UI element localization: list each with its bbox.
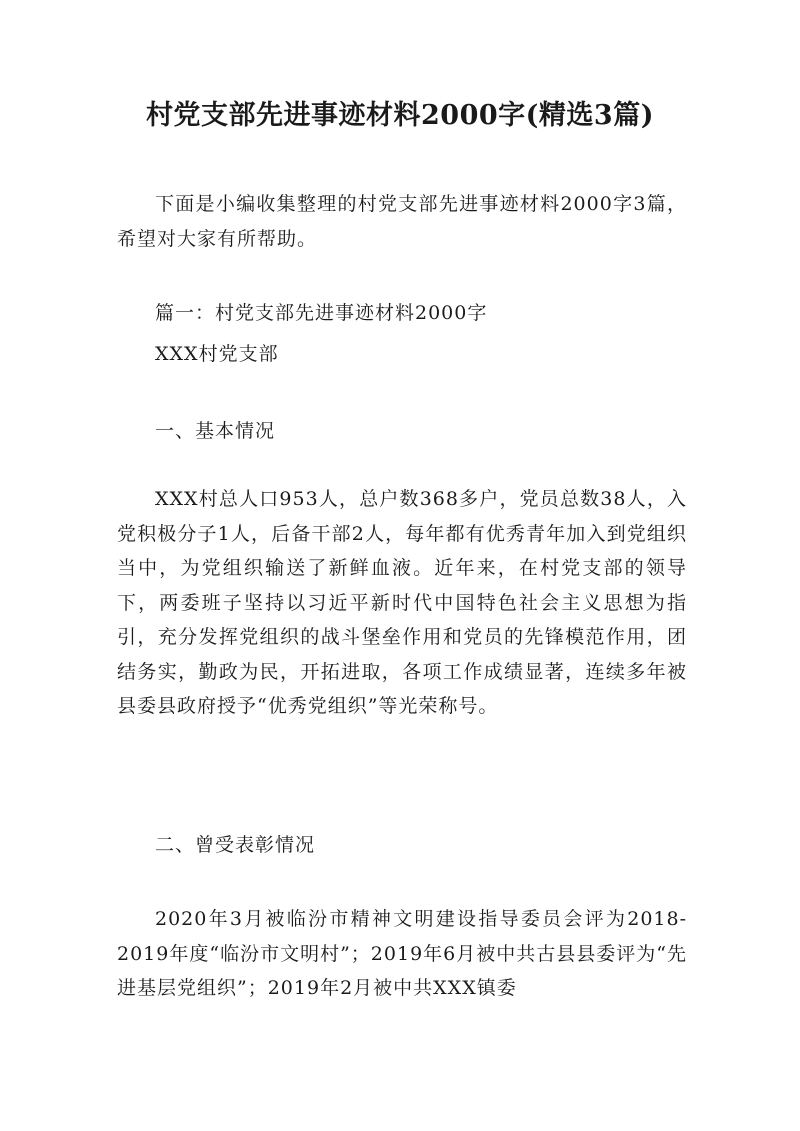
section-basic-info-body: XXX村总人口953人，总户数368多户，党员总数38人，入党积极分子1人，后备干部2人，每年都有优秀青年加入到党组织当中，为党组织输送了新鲜血液。近年来，在村党支部的领导下，两委班子坚持以习近平新时代中国特色社会主义思想为指引，充分发挥党组织的战斗堡垒作用和党员的先锋模范作用，团结务实，勤政为民，开拓进取，各项工作成绩显著，连续多年被县委县政府授予“优秀党组织”等光荣称号。 bbox=[117, 488, 687, 717]
intro-paragraph: 下面是小编收集整理的村党支部先进事迹材料2000字3篇，希望对大家有所帮助。 bbox=[117, 193, 687, 250]
chapter-heading: 篇一：村党支部先进事迹材料2000字 bbox=[155, 302, 488, 324]
organization-name: XXX村党支部 bbox=[155, 343, 279, 365]
document-title: 村党支部先进事迹材料2000字(精选3篇) bbox=[146, 100, 654, 131]
section-heading-awards: 二、曾受表彰情况 bbox=[155, 834, 316, 856]
section-awards-body: 2020年3月被临汾市精神文明建设指导委员会评为2018-2019年度“临汾市文明村”；2019年6月被中共古县县委评为“先进基层党组织”；2019年2月被中共XXX镇委 bbox=[117, 908, 687, 999]
section-heading-basic-info: 一、基本情况 bbox=[155, 420, 276, 442]
